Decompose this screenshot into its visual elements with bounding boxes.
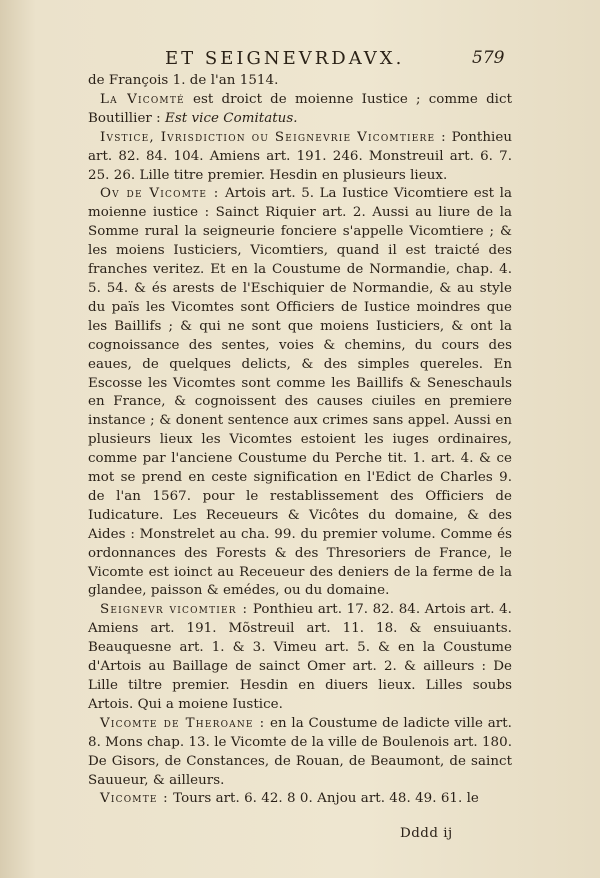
entry-text: Ponthieu art. 17. 82. 84. Artois art. 4. Amiens art. 191. Mõstreuil art. 11. 18. & ensuiuants. Beauquesne art. 1. & 3. Vimeu art. 5. & en la Coustume d'Artois au Baillage de sainct Omer art. 2. & ailleurs : De Lille tiltre premier. Hesdin en diuers lieux. Lilles soubs Artois. Qui a moiene Iustice.: [88, 602, 512, 712]
entry-headword: Ivstice, Ivrisdiction ou Seignevrie Vicomtiere :: [100, 129, 447, 145]
entry-text: Tours art. 6. 42. 8 0. Anjou art. 48. 49. 61. le: [168, 791, 479, 807]
folio-number: 579: [472, 48, 505, 68]
entry-text: Ponthieu art. 82. 84. 104. Amiens art. 191. 246. Monstreuil art. 6. 7. 25. 26. Lille titre premier. Hesdin en plusieurs lieux.: [88, 129, 512, 183]
running-head-title: ET SEIGNEVRDAVX.: [165, 48, 405, 69]
entry-headword: Vicomte de Theroane :: [100, 715, 266, 731]
signature-mark: Dddd ij: [400, 826, 453, 841]
entry-iustice-vicomtiere: [88, 129, 512, 186]
entry-headword: Vicomte :: [100, 791, 169, 807]
entry-vicomte-de-theroane: [88, 715, 512, 791]
entry-ou-de-vicomte: [88, 185, 512, 601]
entry-text: est droict de moienne Iustice ; comme dict Boutillier :: [88, 91, 512, 126]
entry-continuation: [88, 72, 512, 91]
entry-latin-quote: Est vice Comitatus.: [160, 110, 298, 126]
entry-text: en la Coustume de ladicte ville art. 8. Mons chap. 13. le Vicomte de la ville de Boulenois art. 180. De Gisors, de Constances, de Rouan, de Beaumont, de sainct Sauueur, & ailleurs.: [88, 715, 512, 788]
entry-headword: La Vicomté: [100, 91, 185, 107]
entry-text: Artois art. 5. La Iustice Vicomtiere est la moienne iustice : Sainct Riquier art. 2. Aussi au liure de la Somme rural la seigneurie fonciere s'appelle Vicomtiere ; & les moiens Iusticiers, Vicomtiers, quand il est traicté des franches veritez. Et en la Coustume de Normandie, chap. 4. 5. 54. & és arests de l'Eschiquier de Normandie, & au style du païs les Vicomtes sont Officiers de Iustice moindres que les Baillifs ; & qui ne sont que moiens Iusticiers, & ont la cognoissance des sentes, voies & chemins, du cours des eaues, de quelques delicts, & des simples quereles. En Escosse les Vicomtes sont comme les Baillifs & Seneschauls en France, & cognoissent des causes ciuiles en premiere instance ; & donent sentence aux crimes sans appel. Aussi en plusieurs lieux les Vicomtes estoient les iuges ordinaires, comme par l'anciene Coustume du Perche tit. 1. art. 4. & ce mot se prend en ceste signification en l'Edict de Charles 9. de l'an 1567. pour le restablissement des Officiers de Iudicature. Les Receueurs & Vicôtes du domaine, & des Aides : Monstrelet au cha. 99. du premier volume. Comme és ordonnances des Forests & des Thresoriers de France, le Vicomte est ioinct au Receueur des deniers de la ferme de la glandee, paisson & emédes, ou du domaine.: [88, 186, 512, 599]
entry-vicomte-tours: [88, 790, 512, 809]
entry-vicomte: [88, 91, 512, 129]
text-block: [88, 72, 512, 809]
entry-headword: Seignevr vicomtier :: [100, 602, 249, 618]
running-head: [0, 48, 600, 70]
entry-text: de François 1. de l'an 1514.: [88, 73, 279, 88]
entry-headword: Ov de Vicomte :: [100, 186, 220, 202]
entry-seigneur-vicomtier: [88, 601, 512, 714]
